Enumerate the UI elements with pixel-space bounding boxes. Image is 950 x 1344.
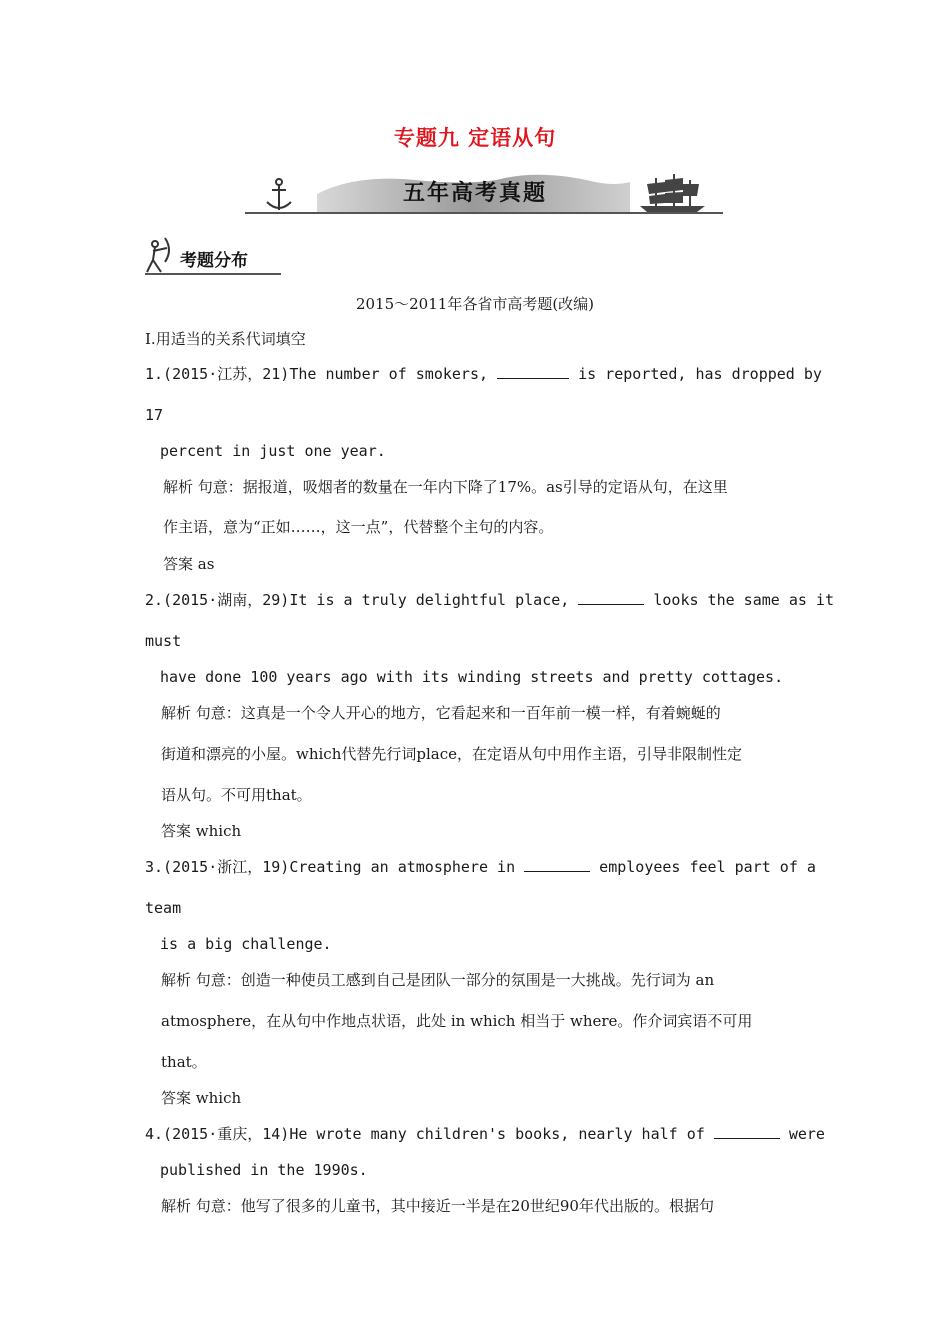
q1-answer: 答案 as (163, 555, 215, 573)
page-title: 专题九 定语从句 (393, 126, 557, 150)
q2-stem (145, 590, 834, 610)
q1-blank (497, 364, 569, 379)
section-label: 考题分布 (180, 251, 248, 271)
q1-continuation: percent in just one year. (160, 442, 386, 460)
q2-stem-part-b: looks the same as it (653, 591, 834, 609)
q3-explanation-2: atmosphere，在从句中作地点状语，此处 in which 相当于 where。作介词宾语不可用 (161, 1012, 753, 1030)
q4-stem-part-b: were (788, 1125, 825, 1143)
q4-blank (714, 1124, 780, 1139)
q3-answer: 答案 which (161, 1089, 242, 1107)
q4-explanation-1: 解析 句意：他写了很多的儿童书，其中接近一半是在20世纪90年代出版的。根据句 (161, 1197, 714, 1215)
q1-stem-part-a: 1.(2015·江苏，21)The number of smokers, (145, 365, 489, 383)
q1-explanation-1: 解析 句意：据报道，吸烟者的数量在一年内下降了17%。as引导的定语从句，在这里 (163, 478, 728, 496)
q3-blank (524, 857, 590, 872)
q3-explanation-1: 解析 句意：创造一种使员工感到自己是团队一部分的氛围是一大挑战。先行词为 an (161, 971, 715, 989)
q2-wrap: must (145, 632, 182, 650)
q3-stem-part-b: employees feel part of a (599, 858, 816, 876)
q2-explanation-2: 街道和漂亮的小屋。which代替先行词place，在定语从句中用作主语，引导非限制性定 (161, 745, 742, 763)
q1-explanation-2: 作主语，意为“正如……，这一点”，代替整个主句的内容。 (163, 518, 554, 536)
q2-explanation-1: 解析 句意：这真是一个令人开心的地方，它看起来和一百年前一模一样，有着蜿蜒的 (161, 704, 721, 722)
q2-blank (578, 590, 644, 605)
q3-stem (145, 857, 816, 877)
q4-stem-part-a: 4.(2015·重庆，14)He wrote many children's books, nearly half of (145, 1125, 705, 1143)
q1-wrap: 17 (145, 406, 164, 424)
q2-stem-part-a: 2.(2015·湖南，29)It is a truly delightful place, (145, 591, 570, 609)
q3-stem-part-a: 3.(2015·浙江，19)Creating an atmosphere in (145, 858, 516, 876)
q4-stem (145, 1124, 825, 1144)
ship-icon (640, 174, 705, 212)
anchor-icon (267, 179, 291, 210)
banner-text: 五年高考真题 (402, 181, 547, 206)
q4-continuation: published in the 1990s. (160, 1161, 368, 1179)
q2-continuation: have done 100 years ago with its winding streets and pretty cottages. (160, 668, 784, 686)
source-subtitle: 2015～2011年各省市高考题(改编) (355, 295, 595, 313)
archer-icon (147, 238, 169, 272)
q2-explanation-3: 语从句。不可用that。 (161, 786, 312, 804)
q3-continuation: is a big challenge. (160, 935, 332, 953)
q3-explanation-3: that。 (161, 1053, 207, 1071)
q1-stem (145, 364, 822, 384)
q1-stem-part-b: is reported, has dropped by (578, 365, 822, 383)
q3-wrap: team (145, 899, 182, 917)
q2-answer: 答案 which (161, 822, 242, 840)
part-heading: Ⅰ.用适当的关系代词填空 (145, 330, 306, 348)
